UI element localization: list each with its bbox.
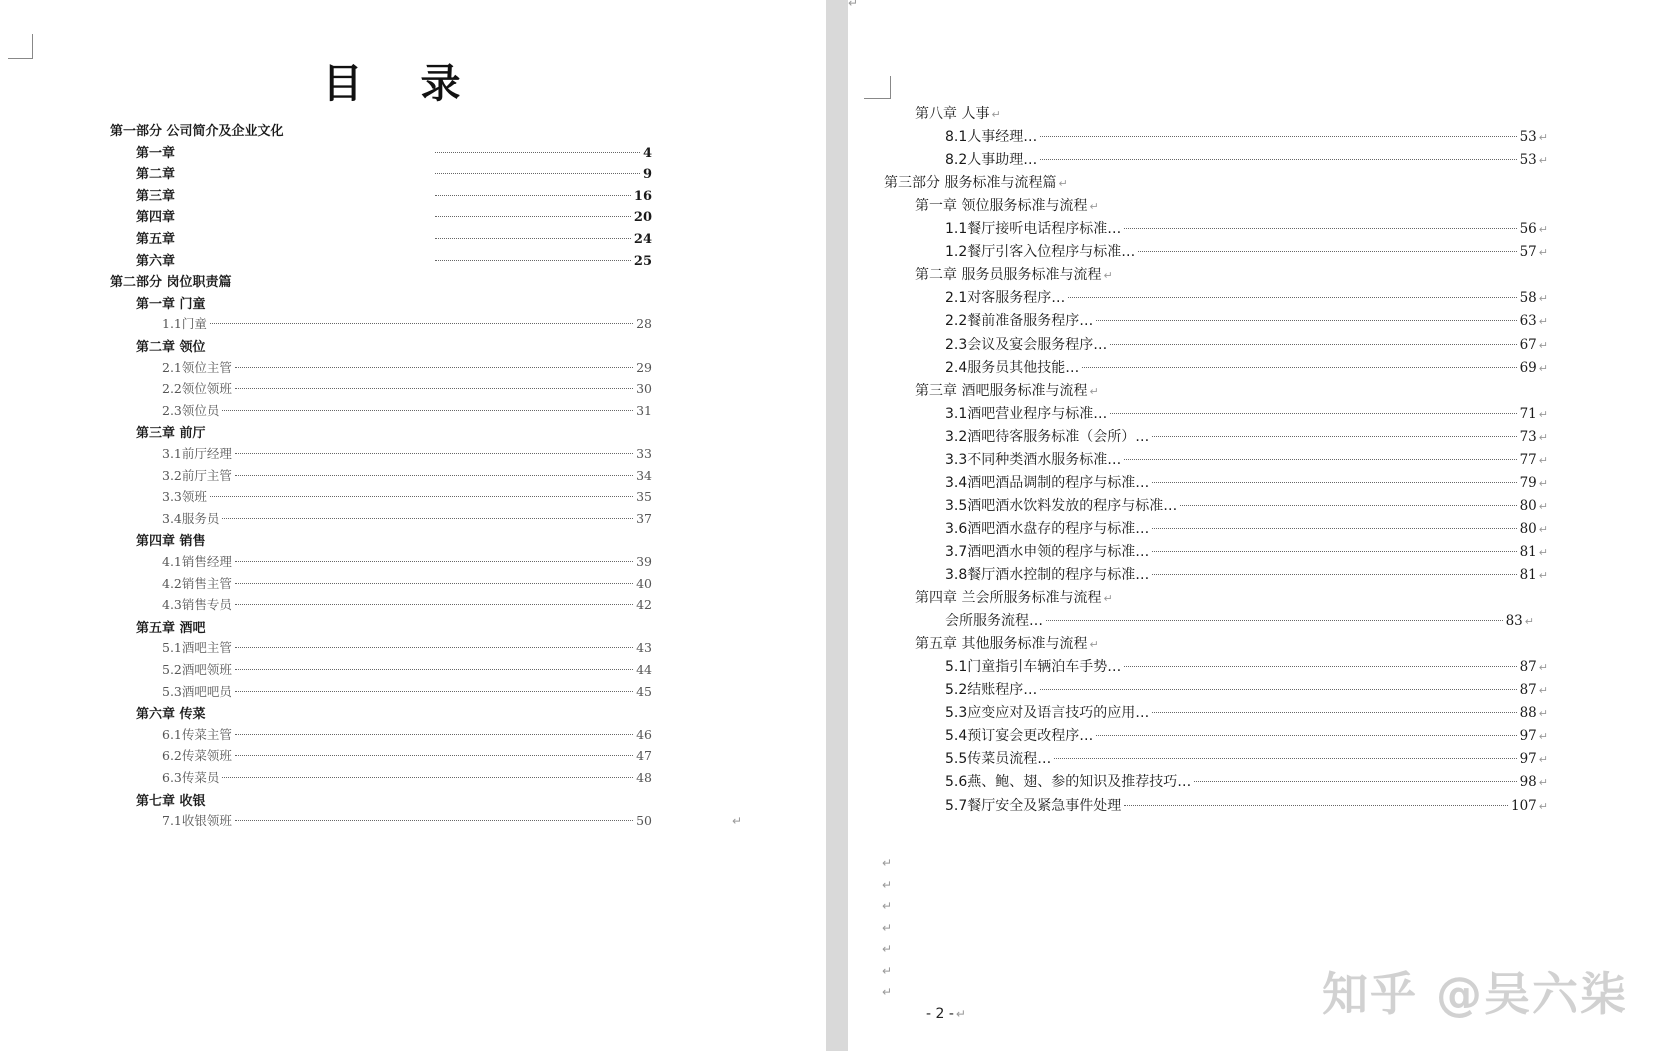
paragraph-mark: ↵: [848, 0, 859, 10]
toc-page-number: 53: [1519, 152, 1537, 169]
toc-item[interactable]: [162, 682, 652, 700]
toc-entry-label: 6.1传菜主管: [162, 726, 232, 742]
page-number: [926, 1006, 966, 1022]
toc-entry-label: 4.3销售专员: [162, 597, 232, 613]
toc-entry-label: 3.2酒吧待客服务标准（会所）…: [945, 428, 1150, 445]
toc-entry-label: 3.7酒吧酒水申领的程序与标准…: [945, 543, 1150, 560]
toc-entry-label: 2.3领位员: [162, 402, 220, 418]
toc-chapter[interactable]: [136, 422, 206, 441]
toc-chapter[interactable]: [136, 250, 652, 269]
paragraph-mark: ↵: [1538, 430, 1548, 444]
toc-entry-label: 第四章: [136, 210, 176, 226]
toc-entry-label: 3.5酒吧酒水饮料发放的程序与标准…: [945, 497, 1178, 514]
paragraph-mark: ↵: [955, 1007, 966, 1021]
dot-leader: [222, 518, 633, 519]
toc-page-number: 45: [636, 683, 652, 699]
dot-leader: [210, 496, 633, 497]
toc-item[interactable]: [945, 241, 1548, 261]
toc-item[interactable]: [162, 314, 652, 332]
toc-entry-label: 第二章 领位: [136, 340, 206, 355]
toc-entry-label: 2.1领位主管: [162, 359, 232, 375]
toc-page-number: 43: [636, 640, 652, 656]
dot-leader: [1152, 712, 1516, 713]
toc-chapter[interactable]: [915, 633, 1099, 653]
toc-entry-label: 4.2销售主管: [162, 575, 232, 591]
toc-entry-label: 5.2酒吧领班: [162, 662, 232, 677]
toc-entry-label: 5.2结账程序…: [945, 682, 1038, 699]
toc-page-number: 31: [636, 402, 652, 418]
toc-entry-label: 第六章 传菜: [136, 707, 206, 723]
paragraph-mark: ↵: [882, 920, 893, 935]
paragraph-mark: ↵: [991, 108, 1001, 121]
paragraph-mark: ↵: [1538, 407, 1548, 421]
toc-entry-label: 5.3应变应对及语言技巧的应用…: [945, 705, 1150, 722]
paragraph-mark: ↵: [732, 814, 743, 828]
paragraph-mark: ↵: [1538, 684, 1548, 698]
toc-item[interactable]: [945, 334, 1548, 354]
toc-page-number: 81: [1519, 567, 1537, 583]
toc-entry-label: 3.1酒吧营业程序与标准…: [945, 405, 1108, 422]
toc-entry-label: 第一章 领位服务标准与流程: [915, 198, 1088, 215]
dot-leader: [235, 820, 633, 821]
dot-leader: [1096, 735, 1516, 736]
paragraph-mark: ↵: [1538, 315, 1548, 329]
toc-entry-label: 第六章: [136, 253, 176, 269]
toc-page-number: 88: [1519, 705, 1537, 722]
toc-chapter[interactable]: [915, 587, 1113, 607]
toc-item[interactable]: [162, 466, 652, 484]
dot-leader: [1068, 297, 1516, 298]
toc-page-number: 87: [1519, 682, 1537, 699]
toc-page-number: 28: [636, 316, 652, 332]
toc-entry-label: 1.2餐厅引客入位程序与标准…: [945, 244, 1136, 261]
toc-item[interactable]: [162, 552, 652, 570]
toc-entry-label: 5.3酒吧吧员: [162, 683, 232, 699]
dot-leader: [435, 195, 631, 196]
toc-chapter[interactable]: [136, 336, 206, 355]
paragraph-mark: ↵: [1538, 799, 1548, 813]
dot-leader: [1152, 574, 1516, 575]
toc-page-number: 35: [636, 489, 652, 505]
paragraph-mark: ↵: [1538, 361, 1548, 375]
paragraph-mark: ↵: [1538, 661, 1548, 675]
paragraph-mark: ↵: [1538, 730, 1548, 744]
toc-item[interactable]: [945, 403, 1548, 423]
toc-page-number: 97: [1519, 728, 1537, 745]
toc-item[interactable]: [945, 748, 1548, 768]
toc-entry-label: 3.4酒吧酒品调制的程序与标准…: [945, 474, 1150, 491]
toc-entry-label: 第二部分 岗位职责篇: [110, 275, 232, 291]
paragraph-mark: ↵: [1103, 269, 1113, 283]
toc-entry-label: 第三章 前厅: [136, 426, 206, 442]
paragraph-mark: ↵: [882, 942, 893, 956]
paragraph-mark: ↵: [882, 877, 893, 892]
toc-page-number: 20: [633, 210, 652, 226]
paragraph-mark: ↵: [1103, 592, 1113, 606]
toc-item[interactable]: [945, 357, 1548, 377]
toc-entry-label: 3.1前厅经理: [162, 446, 232, 461]
toc-chapter[interactable]: [136, 617, 206, 636]
dot-leader: [435, 152, 640, 153]
toc-chapter[interactable]: [136, 530, 206, 549]
dot-leader: [1040, 689, 1516, 690]
toc-page-number: 9: [642, 167, 652, 183]
toc-page-right: [848, 0, 1674, 1051]
toc-page-number: 33: [636, 446, 652, 461]
dot-leader: [235, 734, 633, 735]
toc-chapter[interactable]: [136, 206, 652, 225]
toc-page-number: 37: [636, 510, 652, 526]
toc-item[interactable]: [162, 379, 652, 397]
dot-leader: [1152, 528, 1516, 529]
toc-chapter[interactable]: [136, 185, 652, 204]
dot-leader: [1040, 159, 1516, 160]
toc-part[interactable]: [110, 271, 232, 290]
dot-leader: [235, 755, 633, 756]
toc-page-number: 58: [1519, 290, 1537, 307]
toc-chapter[interactable]: [915, 195, 1099, 215]
toc-item[interactable]: [162, 746, 652, 764]
paragraph-mark: ↵: [1538, 753, 1548, 767]
toc-entry-label: 第五章: [136, 232, 176, 247]
dot-leader: [235, 475, 633, 476]
paragraph-mark: ↵: [1089, 384, 1099, 398]
toc-chapter[interactable]: [915, 380, 1099, 400]
toc-item[interactable]: [162, 358, 652, 376]
toc-entry-label: 3.6酒吧酒水盘存的程序与标准…: [945, 520, 1150, 537]
dot-leader: [1194, 781, 1516, 782]
toc-page-number: 25: [633, 253, 652, 269]
toc-page-number: 71: [1519, 405, 1537, 422]
paragraph-mark: ↵: [1058, 177, 1068, 191]
dot-leader: [210, 323, 633, 324]
toc-title: 目 录: [322, 60, 483, 107]
toc-entry-label: 第一章: [136, 145, 176, 161]
toc-chapter[interactable]: [136, 293, 206, 312]
paragraph-mark: ↵: [1538, 131, 1548, 145]
dot-leader: [1124, 459, 1516, 460]
toc-item[interactable]: [945, 287, 1548, 307]
dot-leader: [1096, 320, 1516, 321]
toc-item[interactable]: [945, 449, 1548, 469]
toc-item[interactable]: [945, 725, 1548, 745]
toc-entry-label: 2.2餐前准备服务程序…: [945, 313, 1094, 330]
toc-entry-label: 1.1餐厅接听电话程序标准…: [945, 221, 1122, 238]
toc-item[interactable]: [162, 725, 652, 743]
toc-item[interactable]: [162, 638, 652, 656]
dot-leader: [235, 453, 633, 454]
toc-page-number: 77: [1519, 451, 1537, 468]
dot-leader: [235, 367, 633, 368]
toc-item[interactable]: [162, 595, 652, 613]
toc-item[interactable]: [162, 444, 652, 462]
dot-leader: [235, 669, 633, 670]
page-number-text: - 2 -: [926, 1006, 954, 1022]
toc-entry-label: 第三部分 服务标准与流程篇: [884, 175, 1057, 192]
paragraph-mark: ↵: [1538, 292, 1548, 306]
toc-page-number: 80: [1519, 520, 1537, 537]
toc-item[interactable]: [945, 702, 1548, 722]
toc-page-number: 29: [636, 359, 652, 375]
toc-page-number: 40: [636, 575, 652, 591]
toc-item[interactable]: [162, 401, 652, 419]
toc-page-number: 46: [636, 726, 652, 742]
toc-entry-label: 第三章: [136, 188, 176, 204]
toc-entry-label: 第二章 服务员服务标准与流程: [915, 267, 1102, 284]
paragraph-mark: ↵: [1538, 776, 1548, 790]
toc-page-number: 83: [1505, 613, 1523, 630]
toc-entry-label: 第五章 其他服务标准与流程: [915, 636, 1088, 653]
toc-item[interactable]: [945, 126, 1548, 146]
paragraph-mark: ↵: [1538, 476, 1548, 490]
toc-entry-label: 第八章 人事: [915, 106, 990, 122]
toc-chapter[interactable]: [136, 790, 206, 809]
toc-entry-label: 5.1酒吧主管: [162, 640, 232, 656]
paragraph-mark: ↵: [882, 856, 893, 870]
toc-item[interactable]: [162, 768, 652, 786]
toc-chapter[interactable]: [136, 163, 652, 182]
paragraph-mark: ↵: [1089, 638, 1099, 652]
toc-entry-label: 2.3会议及宴会服务程序…: [945, 336, 1108, 353]
toc-item[interactable]: [945, 771, 1548, 791]
dot-leader: [1082, 367, 1516, 368]
toc-page-number: 42: [636, 597, 652, 613]
toc-page-number: 48: [636, 770, 652, 785]
toc-entry-label: 第一章 门童: [136, 296, 206, 312]
dot-leader: [1110, 344, 1516, 345]
paragraph-mark: ↵: [1538, 223, 1548, 237]
toc-chapter[interactable]: [136, 142, 652, 161]
toc-entry-label: 第二章: [136, 167, 176, 183]
dot-leader: [235, 691, 633, 692]
dot-leader: [235, 583, 633, 584]
toc-chapter[interactable]: [136, 228, 652, 247]
toc-page-number: 79: [1519, 474, 1537, 491]
paragraph-mark: ↵: [882, 899, 893, 913]
toc-item[interactable]: [162, 660, 652, 678]
toc-item[interactable]: [945, 518, 1548, 538]
dot-leader: [235, 604, 633, 605]
dot-leader: [1110, 413, 1516, 414]
toc-page-number: 97: [1519, 751, 1537, 768]
toc-entry-label: 5.7餐厅安全及紧急事件处理: [945, 797, 1122, 814]
toc-item[interactable]: [945, 541, 1548, 561]
toc-page-number: 39: [636, 554, 652, 569]
toc-entry-label: 第三章 酒吧服务标准与流程: [915, 382, 1088, 399]
toc-item[interactable]: [945, 610, 1534, 630]
toc-page-number: 53: [1519, 129, 1537, 146]
toc-entry-label: 5.6燕、鲍、翅、参的知识及推荐技巧…: [945, 774, 1192, 791]
paragraph-mark: ↵: [1089, 200, 1099, 214]
toc-page-number: 80: [1519, 497, 1537, 514]
paragraph-mark: ↵: [1538, 522, 1548, 536]
dot-leader: [222, 410, 633, 411]
toc-page-number: 73: [1519, 428, 1537, 445]
toc-entry-label: 2.4服务员其他技能…: [945, 359, 1080, 376]
dot-leader: [235, 561, 633, 562]
toc-entry-label: 8.1人事经理…: [945, 129, 1038, 146]
paragraph-mark: ↵: [1538, 545, 1548, 559]
toc-entry-label: 6.3传菜员: [162, 770, 220, 785]
paragraph-mark: ↵: [1538, 154, 1548, 168]
dot-leader: [1124, 805, 1508, 806]
toc-page-number: 69: [1519, 359, 1537, 376]
dot-leader: [1124, 228, 1516, 229]
toc-page-number: 50: [636, 813, 652, 829]
toc-entry-label: 3.2前厅主管: [162, 467, 232, 483]
paragraph-mark: ↵: [1538, 338, 1548, 352]
dot-leader: [1046, 620, 1503, 621]
toc-page-number: 24: [633, 232, 652, 247]
toc-item[interactable]: [945, 310, 1548, 330]
toc-entry-label: 第一部分 公司简介及企业文化: [110, 124, 284, 139]
toc-item[interactable]: [162, 574, 652, 592]
dot-leader: [1180, 505, 1516, 506]
toc-entry-label: 第四章 销售: [136, 534, 206, 550]
toc-item[interactable]: [945, 564, 1548, 584]
dot-leader: [435, 260, 631, 261]
toc-entry-label: 第四章 兰会所服务标准与流程: [915, 590, 1102, 607]
toc-item[interactable]: [945, 656, 1548, 676]
toc-entry-label: 3.3不同种类酒水服务标准…: [945, 451, 1122, 468]
toc-entry-label: 3.4服务员: [162, 510, 220, 526]
toc-page-number: 30: [636, 381, 652, 397]
toc-item[interactable]: [945, 679, 1548, 699]
toc-entry-label: 8.2人事助理…: [945, 152, 1038, 169]
dot-leader: [235, 647, 633, 648]
dot-leader: [1054, 758, 1516, 759]
toc-entry-label: 3.3领班: [162, 489, 207, 505]
toc-page-number: 47: [636, 748, 652, 764]
toc-entry-label: 6.2传菜领班: [162, 748, 232, 764]
toc-item[interactable]: [162, 509, 652, 527]
toc-page-number: 44: [636, 662, 652, 677]
dot-leader: [1124, 666, 1516, 667]
toc-entry-label: 5.1门童指引车辆泊车手势…: [945, 659, 1122, 676]
toc-page-number: 87: [1519, 659, 1537, 676]
dot-leader: [235, 388, 633, 389]
page-gap: [826, 0, 848, 1051]
toc-page-number: 107: [1511, 797, 1537, 814]
toc-entry-label: 5.4预订宴会更改程序…: [945, 728, 1094, 745]
toc-chapter[interactable]: [915, 264, 1113, 284]
dot-leader: [435, 173, 640, 174]
toc-page-number: 4: [642, 145, 652, 161]
paragraph-mark: ↵: [1538, 569, 1548, 582]
paragraph-mark: ↵: [1538, 246, 1548, 260]
paragraph-mark: ↵: [1524, 615, 1534, 629]
page-corner-mark: [864, 76, 891, 99]
dot-leader: [435, 238, 631, 239]
dot-leader: [1040, 136, 1516, 137]
toc-item[interactable]: [945, 218, 1548, 238]
toc-entry-label: 2.2领位领班: [162, 381, 232, 397]
toc-page-number: 57: [1519, 244, 1537, 261]
toc-entry-label: 3.8餐厅酒水控制的程序与标准…: [945, 567, 1150, 583]
toc-item[interactable]: [945, 426, 1548, 446]
toc-entry-label: 4.1销售经理: [162, 554, 232, 569]
toc-chapter[interactable]: [136, 703, 206, 722]
toc-entry-label: 2.1对客服务程序…: [945, 290, 1066, 307]
toc-page-number: 63: [1519, 313, 1537, 330]
dot-leader: [1152, 436, 1516, 437]
toc-item[interactable]: [945, 495, 1548, 515]
toc-part[interactable]: [884, 172, 1068, 192]
toc-entry-label: 第五章 酒吧: [136, 620, 206, 636]
toc-entry-label: 5.5传菜员流程…: [945, 751, 1052, 768]
toc-page-number: 67: [1519, 336, 1537, 353]
toc-item[interactable]: [945, 795, 1548, 815]
toc-entry-label: 会所服务流程…: [945, 613, 1043, 630]
paragraph-mark: ↵: [1538, 453, 1548, 467]
toc-item[interactable]: [945, 149, 1548, 169]
dot-leader: [1152, 551, 1516, 552]
toc-part[interactable]: [110, 120, 284, 139]
dot-leader: [1138, 251, 1516, 252]
dot-leader: [435, 216, 631, 217]
toc-page-left: [0, 0, 826, 1051]
toc-page-number: 98: [1519, 774, 1537, 791]
toc-page-number: 16: [633, 188, 652, 204]
toc-item[interactable]: [162, 811, 652, 829]
toc-page-number: 34: [636, 467, 652, 483]
dot-leader: [222, 777, 633, 778]
toc-entry-label: 7.1收银领班: [162, 813, 232, 829]
toc-chapter[interactable]: [915, 103, 1001, 123]
paragraph-mark: ↵: [1538, 707, 1548, 721]
toc-entry-label: 第七章 收银: [136, 793, 206, 809]
toc-page-number: 56: [1519, 221, 1537, 238]
paragraph-mark: ↵: [882, 963, 893, 978]
toc-item[interactable]: [162, 487, 652, 505]
paragraph-mark: ↵: [882, 985, 893, 999]
toc-entry-label: 1.1门童: [162, 316, 207, 332]
watermark: 知乎 @吴六柒: [1322, 967, 1629, 1021]
toc-item[interactable]: [945, 472, 1548, 492]
dot-leader: [1152, 482, 1516, 483]
paragraph-mark: ↵: [1538, 499, 1548, 513]
toc-page-number: 81: [1519, 543, 1537, 560]
